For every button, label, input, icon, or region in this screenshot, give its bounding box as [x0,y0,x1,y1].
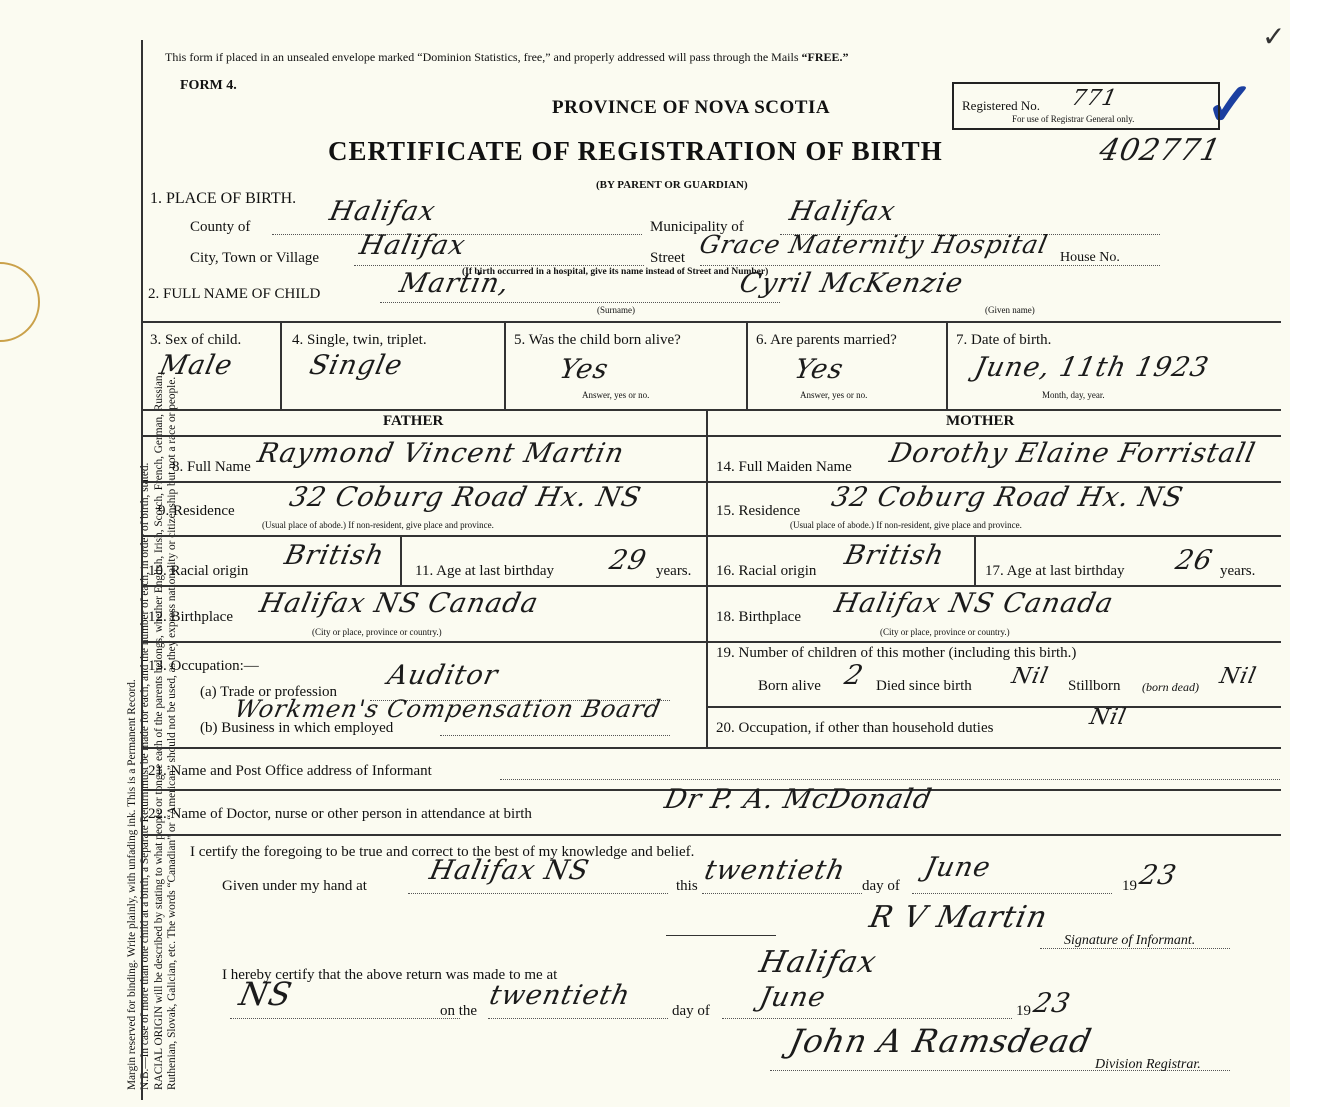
margin-line-4: Ruthenian, Slovak, Galician, etc. The words “Canadian” or “American” should not be used, as they express nationality or citizenship but not a race or people. [166,376,179,1090]
mother-age: 26 [1172,545,1216,576]
corner-check-icon: ✓ [1262,22,1286,53]
city-label: City, Town or Village [190,250,320,266]
reg-place: Halifax [756,945,880,980]
father-age-label: 11. Age at last birthday [415,563,554,579]
mother-residence-caption: (Usual place of abode.) If non-resident, give place and province. [790,520,1022,530]
mother-name-label: 14. Full Maiden Name [716,459,852,475]
rule-row-13 [141,641,1281,643]
col-divider-6 [746,321,748,409]
col-divider-5 [504,321,506,409]
rule-parents-header [141,435,1281,437]
on-the-label: on the [440,1003,478,1019]
mother-name: Dorothy Elaine Forristall [886,438,1259,469]
informant-sig-label: Signature of Informant. [1064,933,1196,948]
short-rule [666,935,776,936]
child-name-line [380,302,780,303]
margin-line-3: RACIAL ORIGIN will be described by stating to what people or tongue each of the parents belongs, whether English, Irish, Scotch, French, German, Russian, [152,372,165,1090]
registered-label: Registered No. [962,98,1040,113]
col-divider-11 [400,535,402,585]
page-subtitle: (BY PARENT OR GUARDIAN) [596,179,748,191]
given-month: June [921,852,994,883]
stillborn-label: Stillborn [1068,678,1121,694]
mother-age-label: 17. Age at last birthday [985,563,1125,579]
registrar-label: Division Registrar. [1095,1057,1201,1072]
registered-number: 771 [1069,86,1120,111]
stillborn-value: Nil [1217,664,1259,689]
rule-row-10 [141,535,1281,537]
trade-label: (a) Trade or profession [200,684,338,700]
mother-age-suffix: years. [1220,563,1256,579]
municipality-value: Halifax [786,196,899,227]
father-birthplace-label: 12. Birthplace [148,609,233,625]
child-name-label: 2. FULL NAME OF CHILD [148,286,321,302]
mother-occupation-label: 20. Occupation, if other than household duties [716,720,994,736]
place-section-label: 1. PLACE OF BIRTH. [150,190,297,207]
doctor-value: Dr P. A. McDonald [661,784,936,815]
day-of-label: day of [862,878,900,894]
father-residence-caption: (Usual place of abode.) If non-resident, give place and province. [262,520,494,530]
married-label: 6. Are parents married? [756,332,897,348]
given-caption: (Given name) [985,305,1035,315]
alive-caption: Answer, yes or no. [582,390,650,400]
died-value: Nil [1009,664,1051,689]
blue-check-icon: ✓ [1205,72,1256,138]
certify-line: I certify the foregoing to be true and correct to the best of my knowledge and belief. [190,844,695,860]
registrar-signature: John A Ramsdead [785,1022,1096,1060]
mother-occupation: Nil [1087,705,1129,730]
rule-row-12 [141,585,1281,587]
children-label: 19. Number of children of this mother (including this birth.) [716,645,1077,661]
reg-month-line [722,1018,1012,1019]
father-birthplace-caption: (City or place, province or country.) [312,627,442,637]
given-place-line [408,893,668,894]
reg-day: twentieth [486,980,634,1011]
street-value: Grace Maternity Hospital [696,230,1051,259]
col-divider-17 [974,535,976,585]
father-name: Raymond Vincent Martin [254,438,628,469]
page-title: CERTIFICATE OF REGISTRATION OF BIRTH [328,136,943,166]
father-residence-label: 9. Residence [158,503,235,519]
father-birthplace: Halifax NS Canada [256,588,542,619]
business-line [440,735,670,736]
father-age: 29 [606,545,650,576]
county-value: Halifax [326,196,439,227]
informant-signature: R V Martin [866,900,1051,935]
mother-birthplace: Halifax NS Canada [831,588,1117,619]
registered-box [952,82,1220,130]
died-label: Died since birth [876,678,972,694]
plurality-label: 4. Single, twin, triplet. [292,332,427,348]
rule-row-3 [141,321,1281,323]
informant-line [500,779,1280,780]
mother-race: British [841,540,948,571]
left-border [141,40,143,1100]
father-occupation-label: 13. Occupation:— [148,658,259,674]
informant-sig-line [1040,948,1230,949]
municipality-label: Municipality of [650,219,744,235]
mother-race-label: 16. Racial origin [716,563,817,579]
business-label: (b) Business in which employed [200,720,394,736]
given-year: 23 [1136,860,1180,891]
rule-parents [141,409,1281,411]
given-label: Given under my hand at [222,878,367,894]
reg-place-line [230,1018,460,1019]
registrar-line: I hereby certify that the above return was made to me at [222,967,558,983]
col-divider-4 [280,321,282,409]
business-value: Workmen's Compensation Board [232,695,664,723]
alive-value: Yes [556,354,612,385]
certificate-number: 402771 [1096,133,1225,168]
mother-residence-label: 15. Residence [716,503,801,519]
margin-instructions [126,30,180,1090]
city-value: Halifax [356,230,469,261]
mother-residence: 32 Coburg Road Hx. NS [828,482,1187,513]
reg-year: 23 [1030,988,1074,1019]
reg-day-of: day of [672,1003,710,1019]
stillborn-note: (born dead) [1142,680,1199,694]
dob-value: June, 11th 1923 [971,352,1212,383]
dob-caption: Month, day, year. [1042,390,1105,400]
col-divider-7 [946,321,948,409]
rule-row-20 [706,706,1281,708]
mail-notice [165,50,849,65]
father-heading: FATHER [383,413,444,429]
born-alive-label: Born alive [758,678,821,694]
married-caption: Answer, yes or no. [800,390,868,400]
margin-line-2: N.B.—In case of more than one child at a birth, a Separate Return must be made for each, and the number of each, in order of birth, stated. [139,462,152,1090]
given-place: Halifax NS [426,855,593,886]
mail-notice-free: “FREE.” [801,50,849,64]
reg-place-cont: NS [235,975,296,1013]
this-label: this [676,878,698,894]
dob-label: 7. Date of birth. [956,332,1052,348]
parents-divider [706,409,708,747]
mother-heading: MOTHER [946,413,1015,429]
registered-note: For use of Registrar General only. [1012,114,1135,124]
plurality-value: Single [306,350,406,381]
year-prefix: 19 [1122,878,1137,894]
rule-row-21 [141,747,1281,749]
father-name-label: 8. Full Name [172,459,251,475]
father-residence: 32 Coburg Road Hx. NS [286,482,645,513]
doctor-label: 22. Name of Doctor, nurse or other person in attendance at birth [148,806,532,822]
form-number: FORM 4. [180,78,237,93]
province-heading: PROVINCE OF NOVA SCOTIA [552,97,831,118]
reg-month: June [756,982,829,1013]
hospital-note: (If birth occurred in a hospital, give its name instead of Street and Number) [462,267,769,277]
mail-notice-text: This form if placed in an unsealed envelope marked “Dominion Statistics, free,” and properly addressed will pass through the Mails [165,50,799,64]
given-month-line [912,893,1112,894]
married-value: Yes [791,354,847,385]
reg-day-line [488,1018,668,1019]
father-age-suffix: years. [656,563,692,579]
margin-line-1: Margin reserved for binding. Write plainly, with unfading ink. This is a Permanent Record. [126,679,138,1090]
county-label: County of [190,219,251,235]
mother-birthplace-caption: (City or place, province or country.) [880,627,1010,637]
child-surname: Martin, [396,268,513,299]
sex-label: 3. Sex of child. [150,332,242,348]
surname-caption: (Surname) [597,305,635,315]
child-given-name: Cyril McKenzie [736,268,967,299]
born-alive-value: 2 [841,660,867,691]
rule-certify [141,834,1281,836]
informant-label: 21. Name and Post Office address of Informant [148,763,432,779]
trade-value: Auditor [384,660,502,691]
father-race: British [281,540,388,571]
torn-edge [1290,0,1320,1107]
sex-value: Male [156,350,236,381]
alive-label: 5. Was the child born alive? [514,332,681,348]
father-race-label: 10. Racial origin [148,563,249,579]
house-label: House No. [1060,250,1120,265]
city-line [354,265,644,266]
given-day-line [702,893,862,894]
mother-birthplace-label: 18. Birthplace [716,609,801,625]
reg-year-prefix: 19 [1016,1003,1031,1019]
given-day: twentieth [701,855,849,886]
street-label: Street [650,250,685,266]
